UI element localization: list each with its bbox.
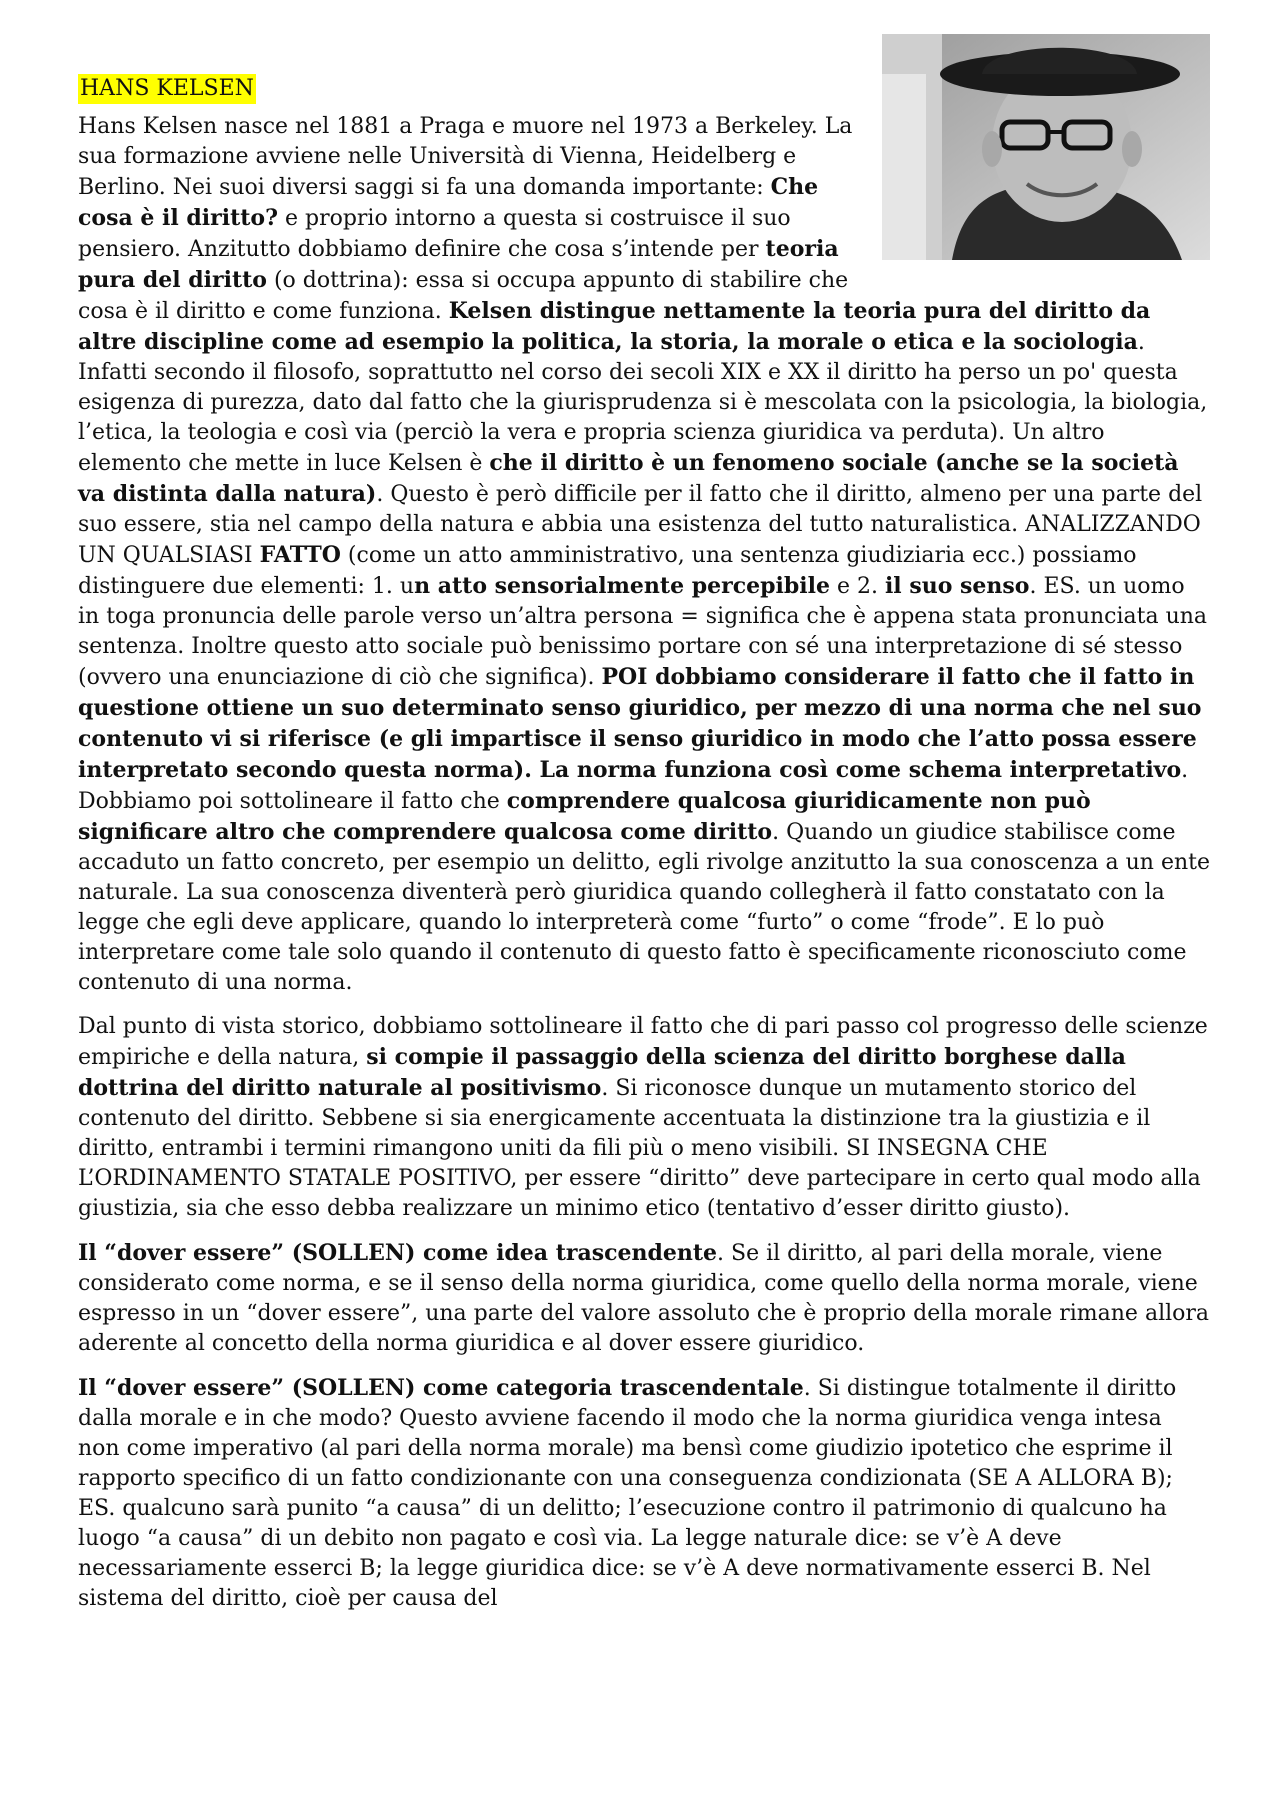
text-run: e proprio intorno a questa si costruisce il suo pensiero. Anzitutto dobbiamo definire che cosa s’intende per [78,206,791,262]
bold-text-run: il suo senso [884,573,1030,599]
text-run: . ES. un uomo in toga pronuncia delle parole verso un’altra persona = significa che è appena stata pronunciata una sentenza. Inoltre questo atto sociale può benissimo portare con sé una interpretazione di sé stesso (ovvero una enunciazione di ciò che significa). [78,574,1208,690]
text-run: . Infatti secondo il filosofo, soprattutto nel corso dei secoli XIX e XX il diritto ha perso un po' questa esigenza di purezza, dato dal fatto che la giurisprudenza si è mescolata con la psicologia, la biologia, l’etica, la teologia e così via (perciò la vera e propria scienza giuridica va perduta). Un altro elemento che mette in luce Kelsen è [78,330,1208,476]
document-title: HANS KELSEN [78,74,256,104]
bold-text-run: Il “dover essere” (SOLLEN) come idea trascendente [78,1240,718,1266]
portrait-illustration [882,34,1210,260]
text-run: . Si riconosce dunque un mutamento storico del contenuto del diritto. Sebbene si sia energicamente accentuata la distinzione tra la giustizia e il diritto, entrambi i termini rimangono uniti da fili più o meno visibili. SI INSEGNA CHE L’ORDINAMENTO STATALE POSITIVO, per essere “diritto” deve partecipare in certo qual modo alla giustizia, sia che esso debba realizzare un minimo etico (tentativo d’esser diritto giusto). [78,1076,1201,1221]
text-run: Dal punto di vista storico, dobbiamo sottolineare il fatto che di pari passo col progresso delle scienze empiriche e della natura, [78,1014,1208,1070]
bold-text-run: teoria pura del diritto [78,236,839,293]
bold-text-run: POI dobbiamo considerare il fatto che il fatto in questione ottiene un suo determinato senso giuridico, per mezzo di una norma che nel suo contenuto vi si riferisce (e gli impartisce il senso giuridico in modo che l’atto possa essere interpretato secondo questa norma). La norma funziona così come schema interpretativo [78,664,1202,783]
bold-text-run: Kelsen distingue nettamente la teoria pura del diritto da altre discipline come ad esempio la politica, la storia, la morale o etica e la sociologia [78,298,1151,355]
bold-text-run: n atto sensorialmente percepibile [414,573,830,599]
text-run: (come un atto amministrativo, una sentenza giudiziaria ecc.) possiamo distinguere due elementi: 1. u [78,543,1137,599]
bold-text-run: comprendere qualcosa giuridicamente non può significare altro che comprendere qualcosa come diritto [78,788,1091,845]
bold-text-run: FATTO [259,542,341,568]
bold-text-run: Che cosa è il diritto? [78,174,819,231]
text-run: . Si distingue totalmente il diritto dalla morale e in che modo? Questo avviene facendo il modo che la norma giuridica venga intesa non come imperativo (al pari della norma morale) ma bensì come giudizio ipotetico che esprime il rapporto specifico di un fatto condizionante con una conseguenza condizionata (SE A ALLORA B); ES. qualcuno sarà punito “a causa” di un delitto; l’esecuzione contro il patrimonio di qualcuno ha luogo “a causa” di un debito non pagato e così via. La legge naturale dice: se v’è A deve necessariamente esserci B; la legge giuridica dice: se v’è A deve normativamente esserci B. Nel sistema del diritto, cioè per causa del [78,1376,1177,1611]
document-page [78,74,1210,1628]
text-run: . Quando un giudice stabilisce come accaduto un fatto concreto, per esempio un delitto, egli rivolge anzitutto la sua conoscenza a un ente naturale. La sua conoscenza diventerà però giuridica quando collegherà il fatto constatato con la legge che egli deve applicare, quando lo interpreterà come “furto” o come “frode”. E lo può interpretare come tale solo quando il contenuto di questo fatto è specificamente riconosciuto come contenuto di una norma. [78,820,1211,995]
bold-text-run: si compie il passaggio della scienza del diritto borghese dalla dottrina del diritto naturale al positivismo [78,1044,1126,1101]
paragraph-sollen-category [78,1373,1210,1614]
text-run: . Dobbiamo poi sottolineare il fatto che [78,758,1189,814]
bold-text-run: che il diritto è un fenomeno sociale (anche se la società va distinta dalla natura) [78,450,1179,507]
text-run: Hans Kelsen nasce nel 1881 a Praga e muore nel 1973 a Berkeley. La sua formazione avviene nelle Università di Vienna, Heidelberg e Berlino. Nei suoi diversi saggi si fa una domanda importante: [78,114,853,200]
text-run: (o dottrina): essa si occupa appunto di stabilire che cosa è il diritto e come funziona. [78,268,849,324]
text-run: . Questo è però difficile per il fatto che il diritto, almeno per una parte del suo essere, stia nel campo della natura e abbia una esistenza del tutto naturalistica. ANALIZZANDO UN QUALSIASI [78,482,1203,568]
paragraph-history [78,1012,1210,1224]
text-run: e 2. [829,574,885,599]
text-run: . Se il diritto, al pari della morale, viene considerato come norma, e se il senso della norma giuridica, come quello della norma morale, viene espresso in un “dover essere”, una parte del valore assoluto che è proprio della morale rimane allora aderente al concetto della norma giuridica e al dover essere giuridico. [78,1241,1210,1356]
paragraph-sollen-transcendent [78,1238,1210,1359]
bold-text-run: Il “dover essere” (SOLLEN) come categoria trascendentale [78,1375,804,1401]
portrait-photo [882,34,1210,260]
